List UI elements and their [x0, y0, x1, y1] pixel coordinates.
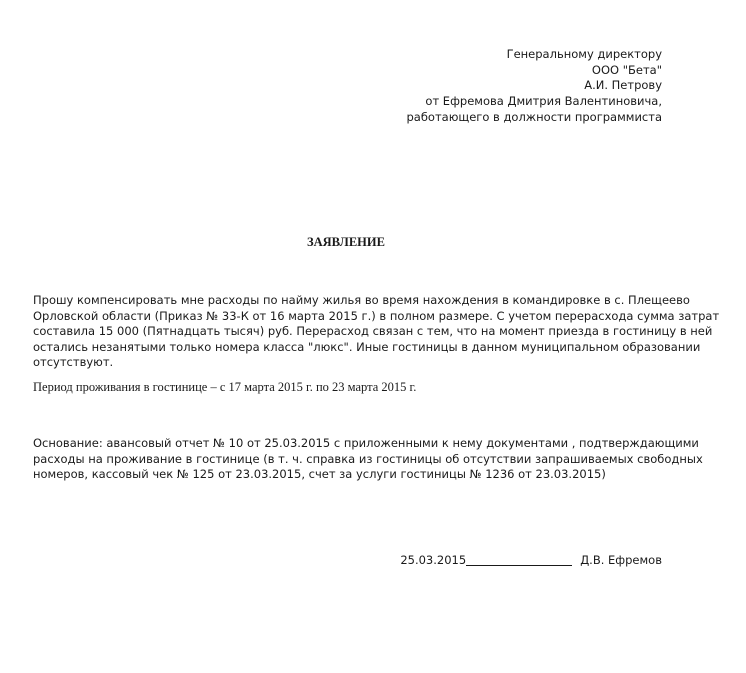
paragraph-line: Период проживания в гостинице – с 17 марта 2015 г. по 23 марта 2015 г.	[33, 380, 417, 394]
paragraph-line: номеров, кассовый чек № 125 от 23.03.2015, счет за услуги гостиницы № 1236 от 23.03.2015)	[33, 467, 606, 482]
paragraph-line: составила 15 000 (Пятнадцать тысяч) руб. Перерасход связан с тем, что на момент приезда в гостиницу в ней	[33, 324, 713, 339]
signature-line	[466, 564, 572, 566]
period-paragraph	[33, 380, 673, 396]
addressee-block	[406, 47, 662, 126]
paragraph-line: расходы на проживание в гостинице (в т. ч. справка из гостиницы об отсутствии запрашиваемых свободных	[33, 451, 703, 466]
addressee-position: Генеральному директору	[506, 47, 662, 61]
document-title: ЗАЯВЛЕНИЕ	[307, 235, 385, 249]
signature-block	[400, 553, 662, 567]
addressee-name: А.И. Петрову	[584, 78, 662, 93]
signature-name: Д.В. Ефремов	[580, 553, 662, 567]
signature-date: 25.03.2015	[400, 553, 467, 567]
paragraph-line: остались незанятыми только номера класса "люкс". Иные гостиницы в данном муниципальном образовании	[33, 339, 701, 354]
request-paragraph	[33, 293, 720, 371]
paragraph-line: Основание: авансовый отчет № 10 от 25.03.2015 с приложенными к нему документами , подтверждающими	[33, 436, 699, 450]
paragraph-line: отсутствуют.	[33, 355, 114, 370]
sender-name: от Ефремова Дмитрия Валентиновича,	[425, 94, 662, 109]
basis-paragraph	[33, 436, 703, 483]
sender-position: работающего в должности программиста	[406, 109, 662, 124]
addressee-company: ООО "Бета"	[591, 62, 662, 77]
paragraph-line: Прошу компенсировать мне расходы по найму жилья во время нахождения в командировке в с. Плещеево	[33, 293, 690, 307]
paragraph-line: Орловской области (Приказ № 33-К от 16 марта 2015 г.) в полном размере. С учетом перерасхода сумма затрат	[33, 308, 720, 323]
